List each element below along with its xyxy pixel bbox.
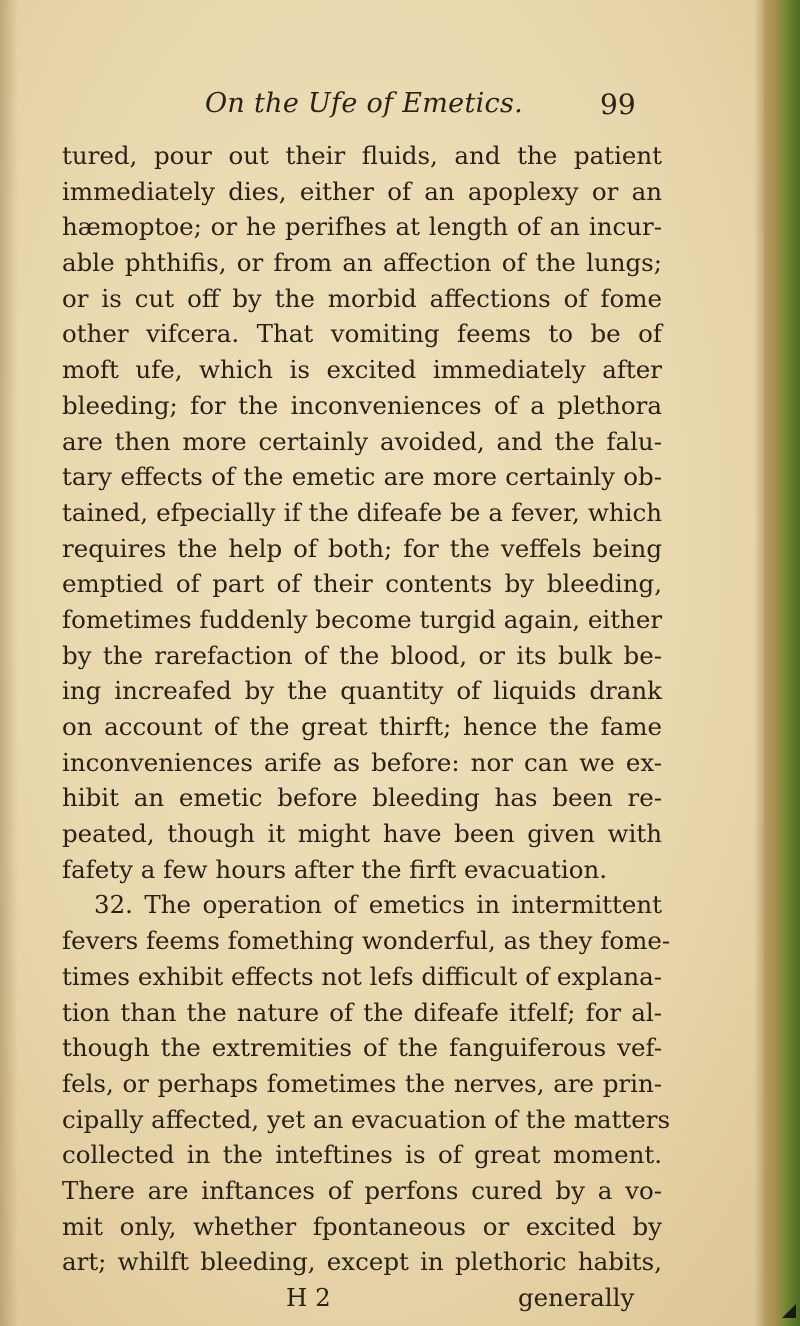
text-line: or is cut off by the morbid affections of fome — [62, 283, 662, 313]
text-line: times exhibit effects not lefs difficult of explana- — [62, 961, 662, 991]
text-line: other vifcera. That vomiting feems to be of — [62, 319, 662, 349]
text-line: fels, or perhaps fometimes the nerves, are prin- — [62, 1068, 662, 1098]
catchword: generally — [518, 1283, 635, 1312]
page-edge-shading — [754, 0, 764, 1326]
text-line: fafety a few hours after the firft evacuation. — [62, 854, 608, 884]
text-line: tary effects of the emetic are more certainly ob- — [62, 462, 662, 492]
text-line: fometimes fuddenly become turgid again, either — [62, 604, 663, 634]
text-line: tained, efpecially if the difeafe be a fever, which — [62, 497, 662, 527]
text-line: ing increafed by the quantity of liquids drank — [62, 676, 662, 706]
text-line: are then more certainly avoided, and the falu- — [62, 426, 662, 456]
text-line: tured, pour out their fluids, and the patient — [62, 141, 662, 170]
body-text — [62, 138, 671, 1316]
text-line: There are inftances of perfons cured by a vo- — [62, 1175, 662, 1205]
text-line: immediately dies, either of an apoplexy or an — [62, 176, 662, 206]
text-line: bleeding; for the inconveniences of a plethora — [62, 390, 662, 420]
signature-mark: H 2 — [286, 1283, 331, 1312]
text-line: emptied of part of their contents by bleeding, — [62, 569, 662, 599]
text-line: cipally affected, yet an evacuation of the matters — [62, 1104, 671, 1134]
text-line: collected in the inteftines is of great moment. — [62, 1140, 662, 1170]
text-line: requires the help of both; for the veffels being — [62, 533, 662, 563]
text-line: hibit an emetic before bleeding has been re- — [62, 783, 662, 813]
text-line: moft ufe, which is excited immediately after — [62, 355, 662, 385]
text-line: inconveniences arife as before: nor can we ex- — [62, 747, 662, 777]
book-spine-edge — [764, 0, 800, 1326]
text-line: able phthifis, or from an affection of the lungs; — [62, 248, 662, 278]
text-line: on account of the great thirft; hence the fame — [62, 712, 662, 741]
page-number: 99 — [600, 88, 636, 121]
running-title: On the Ufe of Emetics. — [205, 88, 523, 119]
text-line: hæmoptoe; or he perifhes at length of an incur- — [62, 212, 662, 242]
text-line: mit only, whether fpontaneous or excited by — [62, 1211, 662, 1241]
page-footer — [62, 1280, 662, 1316]
page-header — [0, 88, 770, 128]
text-line: by the rarefaction of the blood, or its bulk be- — [62, 640, 662, 670]
text-line: peated, though it might have been given with — [62, 819, 662, 849]
corner-marker-icon — [782, 1304, 796, 1318]
text-line: fevers feems fomething wonderful, as they fome- — [62, 926, 671, 956]
text-line: tion than the nature of the difeafe itfelf; for al- — [62, 997, 662, 1027]
text-line: art; whilft bleeding, except in plethoric habits, — [62, 1247, 662, 1277]
page-gutter-shadow — [0, 0, 18, 1326]
text-line: though the extremities of the fanguiferous vef- — [62, 1033, 662, 1063]
paragraph-start-line: 32. The operation of emetics in intermittent — [94, 890, 662, 920]
